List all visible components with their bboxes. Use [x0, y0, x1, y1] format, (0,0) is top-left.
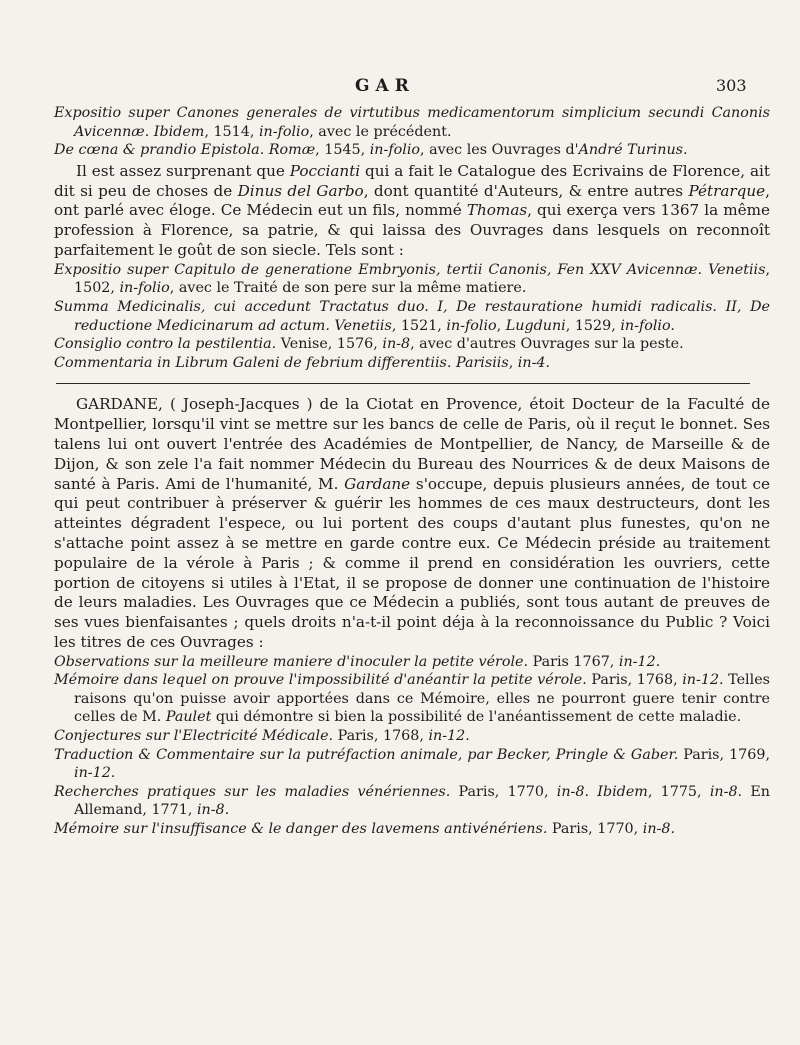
page-body [54, 104, 770, 839]
text-run: . En Allemand, 1771, [74, 783, 770, 819]
italic-text: Mémoire sur l'insuffisance & le danger des lavemens antivénériens. [54, 821, 548, 838]
italic-text: in-4. [517, 354, 551, 371]
text-run: Il est assez surprenant que [76, 161, 290, 180]
italic-text: Observations sur la meilleure maniere d'inoculer la petite vérole. [54, 653, 529, 670]
text-run: Paris, 1768, [586, 672, 683, 689]
text-run: , qui exerça vers 1367 la même profession à Florence, sa patrie, & qui laissa des Ouvrages dans lesquels on reconnoît parfaitement le goût de son siecle. Tels sont : [54, 201, 770, 259]
text-run: Paris 1767, [528, 653, 619, 670]
italic-text: in-12. [618, 653, 661, 670]
italic-text: Expositio super Capitulo de generatione Embryonis, tertii Canonis, Fen XXV Avicennæ. Venetiis [54, 261, 766, 278]
italic-text: Commentaria in Librum Galeni de febrium differentiis. Parisiis [54, 354, 509, 371]
text-run: , dont quantité d'Auteurs, & entre autres [363, 181, 689, 200]
text-run: , 1502, [74, 261, 770, 297]
bibliography-entry [54, 746, 770, 783]
italic-text: Gardane [344, 474, 411, 493]
text-run: , avec le précédent. [309, 123, 452, 140]
text-run: qui a fait le Catalogue des Ecrivains de Florence, ait dit si peu de choses de [54, 161, 770, 200]
text-run: Paris, 1770, [547, 821, 643, 838]
italic-text: Expositio super Canones generales de virtutibus medicamentorum simplicium secundi Canonis Avicennæ. Ibidem [54, 105, 770, 140]
italic-text: in-folio [369, 142, 420, 159]
text-run: , [508, 354, 518, 371]
text-run: , avec d'autres Ouvrages sur la peste. [410, 336, 684, 353]
text-run: , avec les Ouvrages d' [420, 142, 579, 159]
italic-text: Paulet [165, 709, 212, 726]
text-run: Paris, 1768, [333, 728, 429, 745]
italic-text: Thomas [466, 201, 528, 220]
bibliography-entry [54, 820, 770, 839]
text-run: , [496, 317, 506, 334]
text-run: . [584, 783, 598, 800]
italic-text: Mémoire dans lequel on prouve l'impossibilité d'anéantir la petite vérole. [54, 672, 587, 689]
italic-text: in-8 [382, 336, 411, 353]
text-run: GARDANE, ( Joseph-Jacques ) de la Ciotat en Provence, étoit Docteur de la Faculté de Montpellier, lorsqu'il vint se mettre sur les bancs de celle de Paris, où il reçut le bonnet. Ses talens lui ont ouvert l'entrée des Académies de Montpellier, de Nancy, de Marseille & de Dijon, & son zele l'a fait nommer Médecin du Bureau des Nourrices & de deux Maisons de santé à Paris. Ami de l'humanité, M. [54, 395, 770, 493]
entries-after [54, 261, 770, 373]
text-run: , avec le Traité de son pere sur la même matiere. [169, 280, 527, 297]
text-run: Paris, 1770, [450, 783, 557, 800]
text-run: , 1521, [391, 317, 447, 334]
page-header [0, 76, 800, 100]
bibliography-entry [54, 653, 770, 672]
bibliography-entry [54, 104, 770, 141]
italic-text: Consiglio contro la pestilentia. [54, 336, 277, 353]
text-run: , 1775, [647, 783, 710, 800]
bibliography-entry [54, 141, 770, 160]
italic-text: in-folio [119, 280, 170, 297]
italic-text: in-12. [428, 728, 470, 745]
bibliography-entry [54, 354, 770, 373]
italic-text: Conjectures sur l'Electricité Médicale. [54, 728, 334, 745]
italic-text: Poccianti [289, 161, 361, 180]
text-run: qui démontre si bien la possibilité de l'anéantissement de cette maladie. [211, 709, 742, 726]
italic-text: André Turinus. [578, 142, 688, 159]
italic-text: Pétrarque [688, 181, 766, 200]
italic-text: in-12 [682, 672, 720, 689]
text-run: , 1514, [204, 123, 259, 140]
bibliography-entry [54, 727, 770, 746]
page-number: 303 [716, 76, 747, 95]
bibliography-entry [54, 298, 770, 335]
text-run: s'occupe, depuis plusieurs années, de tout ce qui peut contribuer à préserver & guérir les hommes de ces maux destructeurs, dont les atteintes dégradent l'espece, ou lui portent des coups d'autant plus funestes, qu'on ne s'attache point assez à se mettre en garde contre eux. Ce Médecin préside au traitement populaire de la vérole à Paris ; & comme il prend en considération les ouvriers, cette portion de citoyens si utiles à l'Etat, il se propose de donner une continuation de l'histoire de leurs maladies. Les Ouvrages que ce Médecin a publiés, sont tous autant de preuves de ses vues bienfaisantes ; quels droits n'a-t-il point déja à la reconnoissance du Public ? Voici les titres de ces Ouvrages : [54, 474, 770, 651]
italic-text: in-8 [709, 783, 738, 800]
running-head: GAR [355, 76, 415, 96]
italic-text: in-8. [196, 802, 230, 819]
italic-text: Summa Medicinalis, cui accedunt Tractatus duo. I, De restauratione humidi radicalis. II, De reductione Medicinarum ad actum. Venetiis [54, 298, 770, 334]
italic-text: in-folio [446, 317, 497, 334]
italic-text: in-8 [556, 783, 585, 800]
bibliography-entry [54, 671, 770, 727]
text-run: , 1545, [315, 142, 370, 159]
entries-before [54, 104, 770, 160]
italic-text: in-folio. [620, 317, 675, 334]
text-run: . Telles raisons qu'on puisse avoir apportées dans ce Mémoire, elles ne pourront guere tenir contre celles de M. [74, 672, 770, 726]
bibliography-entry [54, 783, 770, 820]
text-run: , ont parlé avec éloge. Ce Médecin eut un fils, nommé [54, 181, 770, 220]
italic-text: in-8. [642, 821, 676, 838]
italic-text: Dinus del Garbo [237, 181, 364, 200]
italic-text: De cœna & prandio Epistola. Romæ [54, 142, 316, 159]
gardane-works [54, 653, 770, 839]
italic-text: Traduction & Commentaire sur la putréfaction animale, par Becker, Pringle & Gaber. [54, 746, 679, 763]
gardane-paragraph [54, 395, 770, 652]
italic-text: Ibidem [597, 783, 648, 800]
italic-text: in-folio [258, 123, 310, 140]
bibliography-entry [54, 261, 770, 298]
text-run: Paris, 1769, [678, 746, 770, 763]
body-paragraph [54, 162, 770, 261]
italic-text: Lugduni [505, 317, 566, 334]
text-run: , 1529, [565, 317, 621, 334]
italic-text: Recherches pratiques sur les maladies vénériennes. [54, 783, 451, 800]
text-run: Venise, 1576, [276, 336, 383, 353]
section-divider [56, 383, 750, 384]
bibliography-entry [54, 335, 770, 354]
italic-text: in-12. [74, 765, 116, 782]
